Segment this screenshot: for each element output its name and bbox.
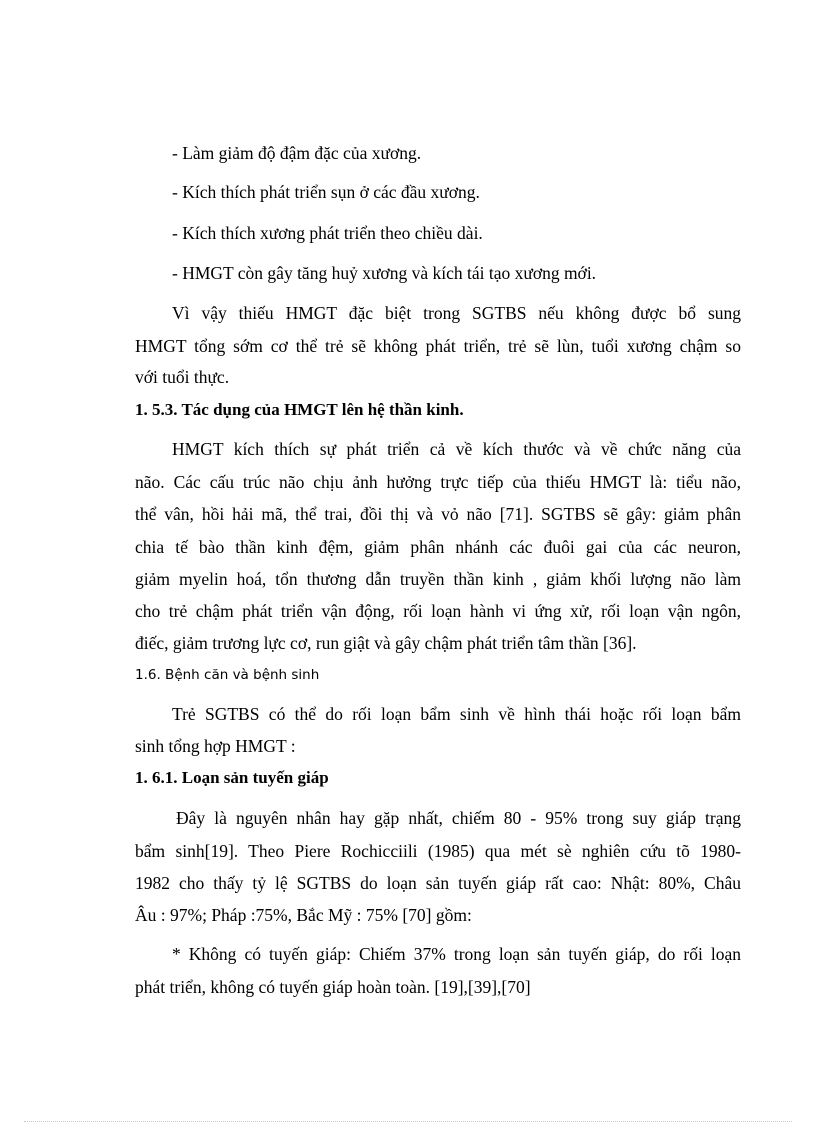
paragraph-line: 1982 cho thấy tỷ lệ SGTBS do loạn sản tuyến giáp rất cao: Nhật: 80%, Châu [135,873,741,893]
page-border [24,1121,792,1122]
paragraph-line: phát triển, không có tuyến giáp hoàn toàn. [19],[39],[70] [135,977,531,997]
bullet-item: - Kích thích xương phát triển theo chiều dài. [172,223,483,243]
paragraph-line: bẩm sinh[19]. Theo Piere Rochicciili (1985) qua mét sè nghiên cứu tõ 1980- [135,841,741,861]
paragraph-line: giảm myelin hoá, tổn thương dẫn truyền thần kinh , giảm khối lượng não làm [135,569,741,589]
paragraph-line: với tuổi thực. [135,367,230,387]
paragraph-line: não. Các cấu trúc não chịu ảnh hưởng trực tiếp của thiếu HMGT là: tiểu não, [135,472,741,492]
bullet-item: - Làm giảm độ đậm đặc của xương. [172,143,422,163]
section-heading: 1.6. Bệnh căn và bệnh sinh [135,667,320,683]
paragraph-line: Đây là nguyên nhân hay gặp nhất, chiếm 80 - 95% trong suy giáp trạng [176,808,741,828]
paragraph-line: Âu : 97%; Pháp :75%, Bắc Mỹ : 75% [70] gồm: [135,905,472,925]
section-heading: 1. 6.1. Loạn sản tuyến giáp [135,768,329,787]
bullet-item: - Kích thích phát triển sụn ở các đầu xương. [172,182,480,202]
paragraph-line: Vì vậy thiếu HMGT đặc biệt trong SGTBS nếu không được bổ sung [172,303,741,323]
paragraph-line: * Không có tuyến giáp: Chiếm 37% trong loạn sản tuyến giáp, do rối loạn [172,944,741,964]
paragraph-line: điếc, giảm trương lực cơ, run giật và gây chậm phát triển tâm thần [36]. [135,633,637,653]
paragraph-line: chia tế bào thần kinh đệm, giảm phân nhánh các đuôi gai của các neuron, [135,537,741,557]
paragraph-line: HMGT kích thích sự phát triển cả về kích thước và về chức năng của [172,439,741,459]
paragraph-line: sinh tổng hợp HMGT : [135,736,296,756]
section-heading: 1. 5.3. Tác dụng của HMGT lên hệ thần kinh. [135,400,464,419]
paragraph-line: cho trẻ chậm phát triển vận động, rối loạn hành vi ứng xử, rối loạn vận ngôn, [135,601,741,621]
paragraph-line: HMGT tổng sớm cơ thể trẻ sẽ không phát triển, trẻ sẽ lùn, tuổi xương chậm so [135,336,741,356]
bullet-item: - HMGT còn gây tăng huỷ xương và kích tái tạo xương mới. [172,263,597,283]
paragraph-line: Trẻ SGTBS có thể do rối loạn bẩm sinh về hình thái hoặc rối loạn bẩm [172,704,741,724]
paragraph-line: thể vân, hồi hải mã, thể trai, đồi thị và vỏ não [71]. SGTBS sẽ gây: giảm phân [135,504,741,524]
